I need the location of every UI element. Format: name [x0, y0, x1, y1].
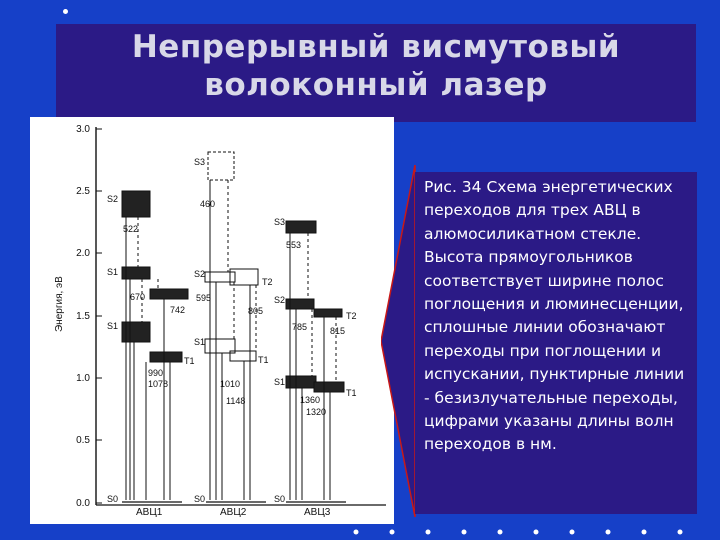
- y-tick-label: 1.5: [76, 311, 90, 322]
- wavelength-label: 815: [330, 326, 346, 336]
- y-axis-label: Энергия, эВ: [54, 276, 65, 332]
- slide-title: [56, 28, 696, 104]
- level-label: S0: [107, 494, 119, 504]
- center-label: АВЦ1: [136, 507, 163, 518]
- level-label: S3: [274, 217, 286, 227]
- title-line-2: волоконный лазер: [204, 67, 548, 103]
- y-tick-label: 0.5: [76, 435, 90, 446]
- level-label: T1: [184, 356, 195, 366]
- level-label: T1: [258, 355, 269, 365]
- figure-caption: Рис. 34 Схема энергетических переходов для трех АВЦ в алюмосиликатном стекле. Высота прямоугольников соответствует ширине полос поглощения и люминесценции, сплошные линии обозначают переходы при поглощении и испускании, пунктирные линии - безизлучательные переходы, цифрами указаны длины волн переходов в нм.: [424, 178, 685, 454]
- level-label: S2: [107, 194, 119, 204]
- energy-diagram-figure: [30, 117, 394, 524]
- level-label: T2: [346, 311, 357, 321]
- wavelength-label: 785: [292, 322, 308, 332]
- center-1: [107, 191, 195, 518]
- wavelength-label: 990: [148, 368, 164, 378]
- level-label: S0: [274, 494, 286, 504]
- center-label: АВЦ3: [304, 507, 331, 518]
- wavelength-label: 670: [130, 292, 146, 302]
- level-label: S1: [194, 337, 206, 347]
- level-label: S2: [274, 295, 286, 305]
- wavelength-label: 1010: [220, 379, 241, 389]
- wavelength-label: 1320: [306, 407, 327, 417]
- wavelength-label: 1078: [148, 379, 169, 389]
- wavelength-label: 553: [286, 240, 302, 250]
- wavelength-label: 460: [200, 199, 216, 209]
- y-tick-label: 2.0: [76, 248, 90, 259]
- level-label: S1: [274, 377, 286, 387]
- center-3: [274, 217, 357, 518]
- level-label: T1: [346, 388, 357, 398]
- wavelength-label: 805: [248, 306, 264, 316]
- level-label: S0: [194, 494, 206, 504]
- center-label: АВЦ2: [220, 507, 247, 518]
- y-tick-label: 2.5: [76, 186, 90, 197]
- y-ticks: [96, 129, 102, 503]
- decor-dot: [63, 9, 68, 14]
- center-2: [194, 152, 273, 518]
- title-line-1: Непрерывный висмутовый: [131, 29, 621, 65]
- y-tick-label: 0.0: [76, 498, 90, 509]
- y-tick-label: 3.0: [76, 124, 90, 135]
- level-label: S1: [107, 321, 119, 331]
- level-label: T2: [262, 277, 273, 287]
- wavelength-label: 1148: [226, 396, 246, 406]
- wavelength-label: 522: [123, 224, 139, 234]
- level-label: S1: [107, 267, 119, 277]
- level-label: S2: [194, 269, 206, 279]
- wavelength-label: 1360: [300, 395, 321, 405]
- level-label: S3: [194, 157, 206, 167]
- y-tick-label: 1.0: [76, 373, 90, 384]
- wavelength-label: 742: [170, 305, 186, 315]
- wavelength-label: 595: [196, 293, 212, 303]
